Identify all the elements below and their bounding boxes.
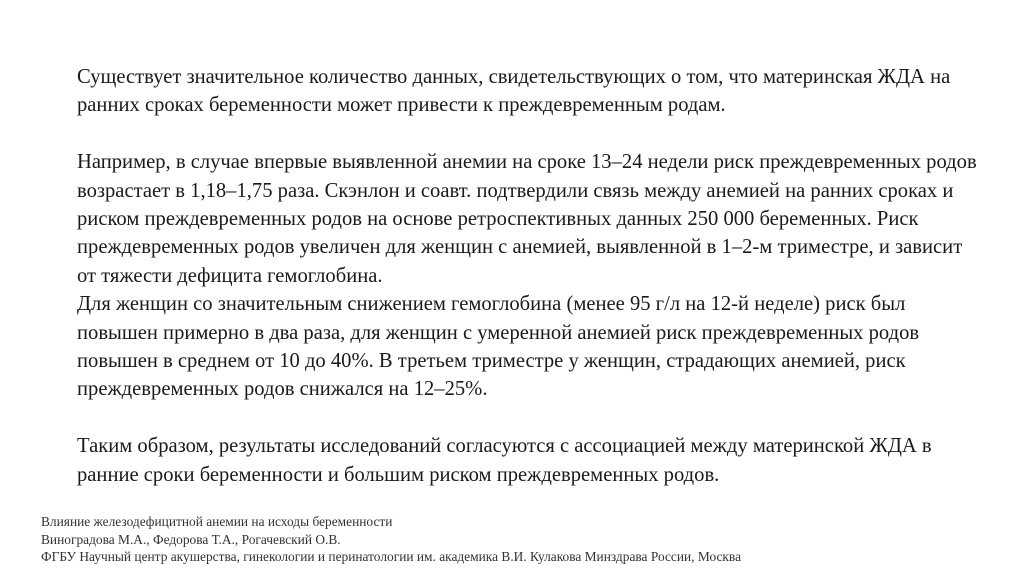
paragraph-example: Например, в случае впервые выявленной анемии на сроке 13–24 недели риск преждевременных родов возрастает в 1,18–1,75 раза. Скэнлон и соавт. подтвердили связь между анемией на ранних сроках и риском преждевременных родов на основе ретроспективных данных 250 000 беременных. Риск преждевременных родов увеличен для женщин с анемией, выявленной в 1–2-м триместре, и зависит от тяжести дефицита гемоглобина. (77, 151, 977, 287)
paragraph-conclusion: Таким образом, результаты исследований согласуются с ассоциацией между материнской ЖДА в ранние сроки беременности и большим риском преждевременных родов. (77, 435, 932, 486)
paragraph-intro: Существует значительное количество данных, свидетельствующих о том, что материнская ЖДА на ранних сроках беременности может привести к преждевременным родам. (77, 66, 951, 117)
main-text-block (77, 63, 982, 489)
paragraph-hemoglobin-risk: Для женщин со значительным снижением гемоглобина (менее 95 г/л на 12-й неделе) риск был повышен примерно в два раза, для женщин с умеренной анемией риск преждевременных родов повышен в среднем от 10 до 40%. В третьем триместре у женщин, страдающих анемией, риск преждевременных родов снижался на 12–25%. (77, 293, 920, 401)
paragraph-spacer (77, 404, 982, 432)
paragraph-spacer (77, 120, 982, 148)
source-citation (41, 513, 991, 566)
citation-title: Влияние железодефицитной анемии на исходы беременности (41, 514, 393, 529)
citation-authors: Виноградова М.А., Федорова Т.А., Рогачевский О.В. (41, 531, 341, 547)
citation-institution: ФГБУ Научный центр акушерства, гинекологии и перинатологии им. академика В.И. Кулакова Минздрава России, Москва (41, 549, 742, 565)
